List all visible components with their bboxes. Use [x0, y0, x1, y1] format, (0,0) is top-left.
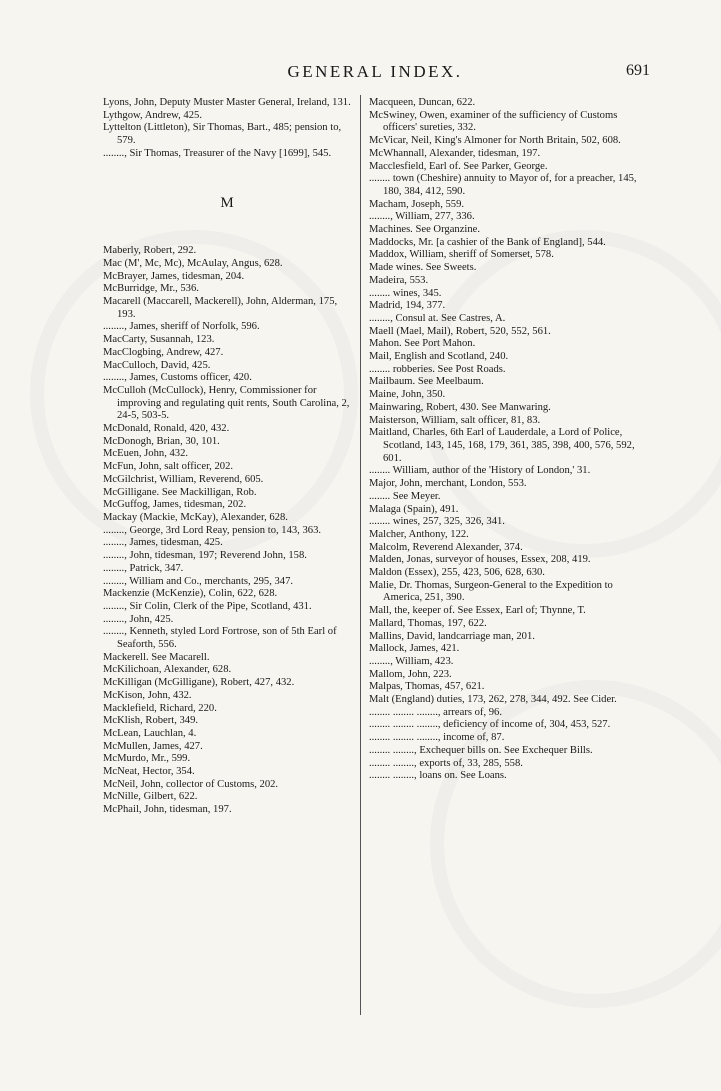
- index-entry: Malcher, Anthony, 122.: [369, 528, 469, 540]
- index-entry: Malpas, Thomas, 457, 621.: [369, 681, 485, 693]
- index-entry: Maddox, William, sheriff of Somerset, 578.: [369, 249, 554, 261]
- index-entry: Madrid, 194, 377.: [369, 300, 446, 312]
- index-entry: McKilichoan, Alexander, 628.: [103, 664, 232, 676]
- index-entry: Maddocks, Mr. [a cashier of the Bank of England], 544.: [369, 236, 606, 248]
- index-entry: ........, Kenneth, styled Lord Fortrose, son of 5th Earl of Seaforth, 556.: [103, 626, 337, 651]
- index-entry: Lyons, John, Deputy Muster Master General, Ireland, 131.: [103, 97, 351, 108]
- index-entry: MacCulloch, David, 425.: [103, 359, 211, 371]
- index-entry: ........ robberies. See Post Roads.: [369, 363, 506, 375]
- index-entry: ........, William, 423.: [369, 655, 454, 667]
- index-entry: ........, Consul at. See Castres, A.: [369, 312, 506, 324]
- index-entry: Malt (England) duties, 173, 262, 278, 344, 492. See Cider.: [369, 694, 617, 706]
- index-entry: McBrayer, James, tidesman, 204.: [103, 270, 245, 282]
- index-entry: McMurdo, Mr., 599.: [103, 753, 191, 765]
- index-entry: McWhannall, Alexander, tidesman, 197.: [369, 147, 541, 159]
- index-entry: Macham, Joseph, 559.: [369, 198, 465, 210]
- index-entry: Maberly, Robert, 292.: [103, 245, 197, 257]
- page-header: [100, 62, 650, 86]
- index-entry: MacCarty, Susannah, 123.: [103, 334, 215, 346]
- index-entry: McLean, Lauchlan, 4.: [103, 727, 197, 739]
- index-entry: Mall, the, keeper of. See Essex, Earl of; Thynne, T.: [369, 605, 586, 617]
- index-entry: Mallins, David, landcarriage man, 201.: [369, 630, 535, 642]
- index-entry: Malcolm, Reverend Alexander, 374.: [369, 541, 523, 553]
- index-entry: Lyttelton (Littleton), Sir Thomas, Bart., 485; pension to, 579.: [103, 122, 342, 147]
- index-entry: Made wines. See Sweets.: [369, 262, 477, 274]
- index-entry: McFun, John, salt officer, 202.: [103, 461, 234, 473]
- index-entry: McGuffog, James, tidesman, 202.: [103, 499, 247, 511]
- index-entry: McEuen, John, 432.: [103, 448, 189, 460]
- index-entry: McNeat, Hector, 354.: [103, 766, 195, 778]
- index-entry: ........ ........ ........, deficiency of income of, 304, 453, 527.: [369, 719, 611, 731]
- index-entry: ........ wines, 345.: [369, 287, 442, 299]
- index-entry: Major, John, merchant, London, 553.: [369, 478, 527, 490]
- index-entry: ........ wines, 257, 325, 326, 341.: [369, 516, 505, 528]
- index-entry: Mainwaring, Robert, 430. See Manwaring.: [369, 401, 551, 413]
- index-entry: ........, Patrick, 347.: [103, 562, 184, 574]
- index-entry: ........, John, tidesman, 197; Reverend John, 158.: [103, 550, 307, 562]
- left-top-entries: [103, 97, 351, 161]
- column-divider: [360, 95, 361, 1015]
- index-entry: ........, James, tidesman, 425.: [103, 537, 223, 549]
- index-entry: McPhail, John, tidesman, 197.: [103, 804, 232, 816]
- index-entry: ........ William, author of the 'History of London,' 31.: [369, 465, 591, 477]
- index-entry: ........, Sir Thomas, Treasurer of the Navy [1699], 545.: [103, 147, 332, 159]
- index-entry: McKilligan (McGilligane), Robert, 427, 432.: [103, 677, 295, 689]
- right-column: [369, 97, 644, 783]
- index-entry: McBurridge, Mr., 536.: [103, 283, 199, 295]
- index-entry: Maitland, Charles, 6th Earl of Lauderdale, a Lord of Police, Scotland, 143, 145, 168, 179, 361, 385, 398, 400, 576, 592, 601.: [369, 427, 635, 464]
- index-entry: Malden, Jonas, surveyor of houses, Essex, 208, 419.: [369, 554, 591, 566]
- index-entry: ........, George, 3rd Lord Reay, pension to, 143, 363.: [103, 524, 322, 536]
- index-entry: Mallock, James, 421.: [369, 643, 460, 655]
- index-entry: ........ See Meyer.: [369, 490, 441, 502]
- index-entry: Malaga (Spain), 491.: [369, 503, 459, 515]
- index-entry: Macklefield, Richard, 220.: [103, 702, 217, 714]
- index-entry: McCulloh (McCullock), Henry, Commissioner for improving and regulating quit rents, South Carolina, 2, 24-5, 503-5.: [103, 384, 350, 422]
- index-entry: Mail, English and Scotland, 240.: [369, 351, 509, 363]
- index-entry: ........ town (Cheshire) annuity to Mayor of, for a preacher, 145, 180, 384, 412, 590.: [369, 173, 637, 197]
- index-entry: Mailbaum. See Meelbaum.: [369, 376, 484, 388]
- index-entry: ........, James, Customs officer, 420.: [103, 372, 252, 384]
- index-entry: Mallom, John, 223.: [369, 668, 452, 680]
- index-entry: ........ ........ ........, income of, 87.: [369, 732, 505, 744]
- index-entry: ........, William and Co., merchants, 295, 347.: [103, 575, 294, 587]
- index-entry: ........, William, 277, 336.: [369, 211, 475, 223]
- left-column: [103, 97, 351, 817]
- index-entry: McGilligane. See Mackilligan, Rob.: [103, 486, 257, 498]
- index-entry: Mallard, Thomas, 197, 622.: [369, 617, 487, 629]
- index-entry: ........ ........ ........, arrears of, 96.: [369, 706, 502, 718]
- index-entry: ........ ........, Exchequer bills on. See Exchequer Bills.: [369, 744, 593, 756]
- index-entry: McNille, Gilbert, 622.: [103, 791, 198, 803]
- index-entry: McKlish, Robert, 349.: [103, 715, 199, 727]
- index-entry: Machines. See Organzine.: [369, 224, 481, 236]
- right-entries: [369, 97, 644, 783]
- index-entry: ........, John, 425.: [103, 613, 174, 625]
- index-entry: ........ ........, exports of, 33, 285, 558.: [369, 757, 523, 769]
- index-entry: ........, James, sheriff of Norfolk, 596.: [103, 321, 260, 333]
- index-entry: McVicar, Neil, King's Almoner for North Britain, 502, 608.: [369, 135, 621, 147]
- index-entry: Mackerell. See Macarell.: [103, 651, 210, 663]
- index-entry: McDonogh, Brian, 30, 101.: [103, 435, 220, 447]
- index-entry: McSwiney, Owen, examiner of the sufficiency of Customs officers' sureties, 332.: [369, 109, 618, 134]
- page-title: GENERAL INDEX.: [287, 62, 463, 81]
- page-number: 691: [626, 62, 650, 79]
- index-entry: Mackenzie (McKenzie), Colin, 622, 628.: [103, 588, 278, 600]
- index-entry: McGilchrist, William, Reverend, 605.: [103, 473, 264, 485]
- index-entry: Macarell (Maccarell, Mackerell), John, Alderman, 175, 193.: [103, 296, 338, 320]
- index-entry: Maisterson, William, salt officer, 81, 83.: [369, 414, 541, 426]
- index-entry: McMullen, James, 427.: [103, 740, 203, 752]
- index-entry: Mackay (Mackie, McKay), Alexander, 628.: [103, 511, 288, 523]
- index-entry: Maell (Mael, Mail), Robert, 520, 552, 561.: [369, 325, 551, 337]
- index-entry: Mahon. See Port Mahon.: [369, 338, 476, 350]
- index-entry: Maine, John, 350.: [369, 389, 446, 401]
- index-entry: McKison, John, 432.: [103, 689, 192, 701]
- index-entry: ........ ........, loans on. See Loans.: [369, 770, 507, 782]
- index-entry: Lythgow, Andrew, 425.: [103, 109, 202, 121]
- left-main-entries: [103, 245, 351, 817]
- index-entry: ........, Sir Colin, Clerk of the Pipe, Scotland, 431.: [103, 600, 312, 612]
- index-entry: Madeira, 553.: [369, 274, 429, 286]
- index-entry: MacClogbing, Andrew, 427.: [103, 346, 224, 358]
- index-entry: Macclesfield, Earl of. See Parker, George.: [369, 160, 548, 172]
- index-entry: Malie, Dr. Thomas, Surgeon-General to the Expedition to America, 251, 390.: [369, 579, 613, 604]
- index-entry: Maldon (Essex), 255, 423, 506, 628, 630.: [369, 567, 545, 579]
- index-entry: Macqueen, Duncan, 622.: [369, 97, 476, 108]
- index-entry: McNeil, John, collector of Customs, 202.: [103, 778, 279, 790]
- index-entry: McDonald, Ronald, 420, 432.: [103, 423, 230, 435]
- index-entry: Mac (M', Mc, Mc), McAulay, Angus, 628.: [103, 257, 283, 269]
- section-letter: M: [220, 194, 234, 211]
